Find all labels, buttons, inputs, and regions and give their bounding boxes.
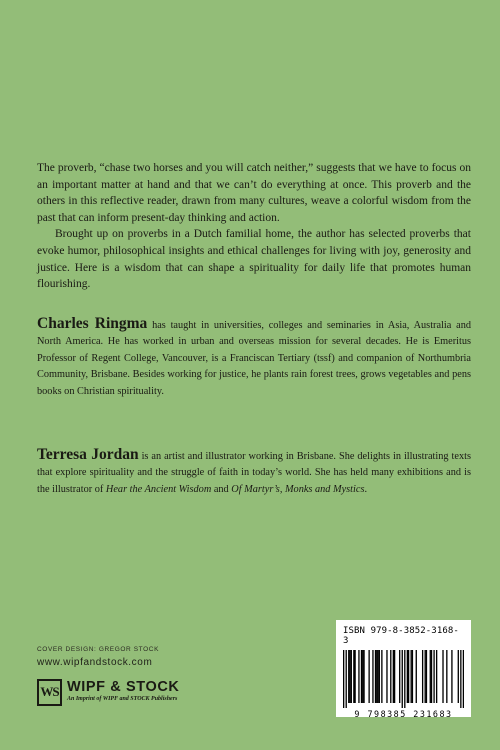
barcode-bar	[372, 650, 373, 703]
barcode-bar	[363, 650, 364, 703]
barcode-bar	[431, 650, 432, 703]
barcode-bar	[442, 650, 443, 703]
illustrator-bio-text-2: and	[211, 483, 232, 495]
barcode-bar	[402, 650, 403, 708]
barcode-bar	[436, 650, 437, 703]
barcode-bar	[430, 650, 431, 703]
illustrator-name: Terresa Jordan	[37, 446, 139, 463]
author-name: Charles Ringma	[37, 315, 148, 332]
author-bio	[37, 316, 471, 400]
barcode-bar	[361, 650, 362, 703]
isbn-label: ISBN 979-8-3852-3168-3	[343, 626, 459, 646]
publisher-logo	[37, 677, 179, 707]
barcode-bar	[416, 650, 417, 703]
barcode-bar	[375, 650, 376, 703]
barcode-bar	[349, 650, 350, 703]
barcode-bar	[348, 650, 349, 703]
illustrator-bio	[37, 447, 471, 498]
barcode-bar	[451, 650, 452, 703]
author-bio-text: has taught in universities, colleges and seminaries in Asia, Australia and North America. He has worked in urban and overseas mission for several decades. He is Emeritus Professor of Regent College, Vancouver, is a Franciscan Tertiary (tssf) and companion of Northumbria Community, Brisbane. Besides working for justice, he plants rain forest trees, grows vegetables and pens books on Christian spirituality.	[37, 320, 471, 397]
barcode-bar	[463, 650, 464, 708]
barcode-bar	[408, 650, 409, 703]
blurb-paragraph-1: The proverb, “chase two horses and you will catch neither,” suggests that we have to focus on an important matter at hand and that we can’t do everything at once. This proverb and the others in this reflective reader, drawn from many cultures, weave a colorful wisdom from the past that can inform present-day thinking and action.	[37, 162, 471, 224]
barcode-bar	[351, 650, 352, 703]
barcode-bar	[458, 650, 459, 703]
publisher-url: www.wipfandstock.com	[37, 657, 153, 668]
barcode-bar	[422, 650, 423, 703]
barcode-bar	[425, 650, 426, 703]
barcode-bar	[386, 650, 387, 703]
barcode-bar	[407, 650, 408, 703]
barcode-bar	[393, 650, 394, 703]
cover-design-credit: COVER DESIGN: GREGOR STOCK	[37, 646, 160, 653]
blurb-paragraph-2: Brought up on proverbs in a Dutch familial home, the author has selected proverbs that evoke humor, philosophical insights and ethical challenges for living with joy, generosity and justice. Here is a wisdom that can shape a spirituality for daily life that promotes human flourishing.	[37, 228, 471, 291]
barcode-bar	[376, 650, 377, 703]
barcode-bar	[460, 650, 461, 708]
illustrator-bio-text-3: .	[364, 483, 368, 495]
barcode-bar	[426, 650, 427, 703]
barcode-bar	[446, 650, 447, 703]
illustrator-book-2: Of Martyr’s, Monks and Mystics	[231, 483, 365, 495]
barcode-bar	[362, 650, 363, 703]
barcode-bar	[394, 650, 395, 703]
barcode-bar	[381, 650, 382, 703]
publisher-name: WIPF & STOCK	[67, 679, 180, 695]
illustrator-bio-text-1: is an artist and illustrator working in Brisbane. She delights in illustrating texts that explore spirituality and the struggle of faith in today’s world. She has held many exhibitions and is the illustrator of	[37, 451, 471, 495]
barcode-bar	[354, 650, 355, 703]
illustrator-book-1: Hear the Ancient Wisdom	[105, 483, 212, 495]
barcode-bar	[412, 650, 413, 703]
barcode-bar	[377, 650, 378, 703]
barcode-bar	[353, 650, 354, 703]
barcode-bar	[368, 650, 369, 703]
barcode-bar	[411, 650, 412, 703]
barcode-digits: 9 798385 231683	[354, 709, 453, 719]
barcode-bar	[433, 650, 434, 703]
barcode-bar	[390, 650, 391, 703]
barcode-bar	[343, 650, 344, 708]
ws-logo-icon: WS	[37, 679, 62, 706]
barcode-bar	[404, 650, 405, 708]
barcode-bar	[379, 650, 380, 703]
barcode-bar	[346, 650, 347, 708]
book-blurb	[37, 160, 471, 293]
barcode-bar	[358, 650, 359, 703]
barcode-bar	[399, 650, 400, 703]
isbn-barcode-block	[336, 620, 471, 717]
barcode-icon	[343, 650, 464, 708]
publisher-tagline: An Imprint of WIPF and STOCK Publishers	[67, 696, 178, 702]
